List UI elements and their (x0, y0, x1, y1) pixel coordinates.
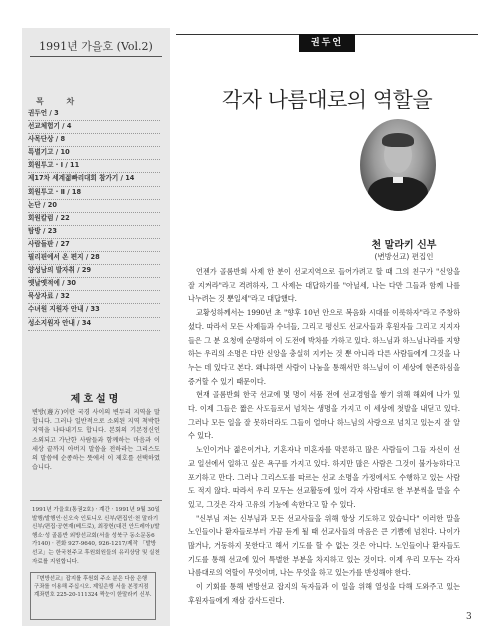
paragraph: 이 기회를 통해 변방선교 잡지의 독자들과 이 일을 위해 열성을 다해 도와주고 있는 후원자들에게 재삼 감사드린다. (188, 582, 460, 605)
table-of-contents (28, 108, 160, 331)
toc-item[interactable]: 제17차 세계젊빠리대회 참가기 / 14 (28, 173, 160, 186)
cover-title-heading: 제호설명 (70, 394, 122, 405)
paragraph: 노인이거나 젊은이거나, 기혼자나 미혼자를 막론하고 많은 사람들이 그들 자신이 선교 일선에서 일하고 싶은 욕구를 가지고 있다. 하지만 많은 사람은 그것이 불가능하다고 포기하고 만다. 그러나 그리스도를 따르는 선교 소명을 가정에서도 수행하고 있는 사람도 적지 않다. 따라서 우리 모두는 선교활동에 있어 각자 사람대로 한 부분씩을 맡을 수 있고, 그것은 각자 고유의 기능에 속한다고 할 수 있다. (188, 445, 460, 509)
toc-heading: 목 차 (36, 97, 85, 106)
toc-item[interactable]: 선교체험기 / 4 (28, 121, 160, 134)
toc-item[interactable]: 성소지원자 안내 / 34 (28, 318, 160, 331)
sidebar (22, 28, 170, 626)
toc-item[interactable]: 회원칼럼 / 22 (28, 213, 160, 226)
paragraph: 교황성하께서는 1990년 초 "향후 10년 안으로 복음화 시대를 이룩하자"라고 주창하셨다. 따라서 모든 사제들과 수녀들, 그리고 평신도 선교사들과 후원자들 그리고 지지자들은 그 분 요청에 순명하여 이 도전에 박차를 가하고 있다. 하느님과 하느님나라를 지향하는 우리의 소명은 다만 신앙을 충실히 지키는 것 뿐 아니라 다른 사람들에게 그것을 나누는 데 있다고 본다. 왜냐하면 사람이 나눔을 통해서만 하느님이 이 세상에 현존하심을 증거할 수 있기 때문이다. (188, 308, 460, 386)
toc-item[interactable]: 회원투고 · Ⅰ / 11 (28, 160, 160, 173)
paragraph: "신부님 저는 신부님과 모든 선교사들을 위해 항상 기도하고 있습니다" 이러한 말을 노인들이나 환자들로부터 가끔 듣게 될 때 선교사들의 마음은 큰 기쁨에 넘친다. 나이가 많거나, 거동하지 못한다고 해서 기도를 할 수 없는 것은 아니다. 노인들이나 환자들도 기도를 통해 선교에 있어 특별한 부분을 차지하고 있는 것이다. 이제 우리 모두는 각자 나름대로의 역할이 무엇이며, 나는 무엇을 하고 있는가를 반성해야 한다. (188, 513, 460, 578)
page-number: 3 (466, 612, 472, 622)
publication-info: 1991년 가을호(통권2호) · 계간 · 1991년 9월 30일발행/발행인·신오숙 인토니오 신부/편집인·천 말라기 신부/편집·공현재(베드로), 최장헌(대건 안드레아)/발행소·성 골롬반 외방선교회(서울 성북구 동소문동6가140) · 전화 927-9640, 926-1217/제작 「발방선교」는 한국천주교 후원회원들의 유리상담 및 실천 자료를 지원합니다. (32, 507, 160, 565)
author-name: 천 말라키 신부 (371, 240, 437, 251)
divider (30, 56, 162, 57)
toc-item[interactable]: 수녀원 지원자 안내 / 33 (28, 304, 160, 317)
issue-label: 1991년 가을호 (Vol.2) (39, 40, 153, 53)
toc-item[interactable]: 탐방 / 23 (28, 226, 160, 239)
toc-item[interactable]: 사람들판 / 27 (28, 239, 160, 252)
cover-title-explanation: 변방(邊方)이란 국경 사이의 변두리 지역을 말합니다. 그러나 일반적으로 소외된 지역 척박한 지역을 나타내기도 합니다. 본회의 기본정신인 소외되고 가난한 사람들과 함께하는 마음과 이 세상 끝까지 아버지 말씀을 전하라는 그리스도의 말씀에 순종하는 뜻에서 이 제호를 선택하였습니다. (32, 409, 160, 472)
donation-notice: 『변방선교』잡지를 후원회 주소 분은 다음 은행구좌를 이용해 주십시오. 제일은행 서울 본정지점 계좌번호 225-20-111324 짝눈이 한말라키 신부. (30, 572, 156, 620)
toc-item[interactable]: 묵상자료 / 32 (28, 291, 160, 304)
author-photo (360, 119, 436, 211)
toc-item[interactable]: 사목단상 / 8 (28, 134, 160, 147)
toc-item[interactable]: 회원투고 · Ⅱ / 18 (28, 187, 160, 200)
toc-item[interactable]: 필리핀에서 온 편지 / 28 (28, 252, 160, 265)
toc-item[interactable]: 논단 / 20 (28, 200, 160, 213)
toc-item[interactable]: 권두언 / 3 (28, 108, 160, 121)
toc-item[interactable]: 옛날옛적에 / 30 (28, 278, 160, 291)
paragraph: 현재 골롬반회 한국 선교에 몇 명이 서품 전에 선교경험을 쌓기 위해 해외에 나가 있다. 이제 그들은 짧은 사도들로서 넘치는 생명을 가지고 이 세상에 첫발을 내딛고 있다. 그러나 모든 일을 잘 못하더라도 그들이 얼마나 하느님의 사랑으로 넘치고 있는지 잘 알 수 있다. (188, 390, 460, 441)
toc-item[interactable]: 양성남의 발자취 / 29 (28, 265, 160, 278)
article-body (188, 265, 460, 608)
divider (30, 500, 162, 501)
author-role: (변방선교) 편집인 (374, 252, 434, 261)
section-badge: 권두언 (299, 34, 355, 52)
toc-item[interactable]: 특별기고 / 10 (28, 147, 160, 160)
paragraph: 언젠가 골롬반회 사제 한 분이 선교지역으로 들어가려고 할 때 그의 친구가 "신앙을 잘 지켜라"라고 격려하자, 그 사제는 대답하기를 "아닐세, 나는 다만 그들과 함께 나를 나누려는 것 뿐일세"라고 대답했다. (188, 267, 460, 304)
article-title: 각자 나름대로의 역할을 (221, 88, 433, 112)
